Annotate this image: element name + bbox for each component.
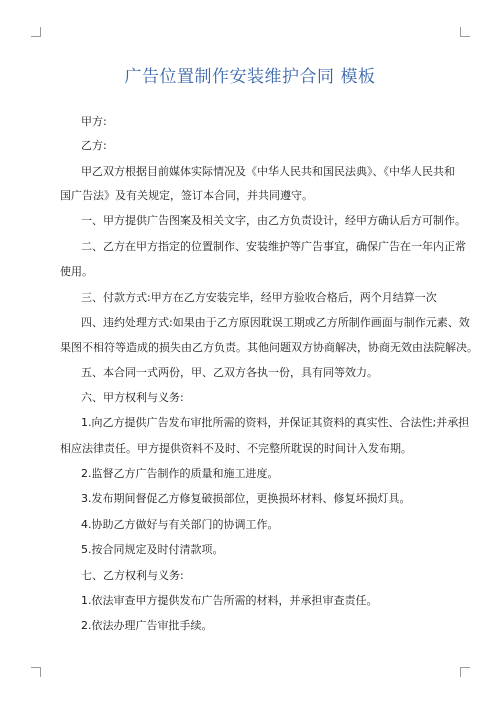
- clause-4-line-2: 果图不相符等造成的损失由乙方负责。其他问题双方协商解决，协商无效由法院解决。: [60, 341, 478, 354]
- clause-2-line-1: 二、乙方在甲方指定的位置制作、安装维护等广告事宜，确保广告在一年内正常: [81, 240, 466, 253]
- party-b-line: 乙方:: [81, 139, 107, 152]
- clause-4-line-1: 四、违约处理方式:如果由于乙方原因耽误工期或乙方所制作画面与制作元素、效: [81, 316, 470, 329]
- section-6-item-1-line-1: 1.向乙方提供广告发布审批所需的资料，并保证其资料的真实性、合法性;并承担: [81, 416, 470, 429]
- clause-5: 五、本合同一式两份，甲、乙双方各执一份，具有同等效力。: [81, 366, 378, 379]
- section-6-item-2: 2.监督乙方广告制作的质量和施工进度。: [81, 467, 279, 480]
- preamble-line-2: 国广告法》及有关规定，签订本合同，并共同遵守。: [60, 189, 313, 202]
- section-6-item-3: 3.发布期间督促乙方修复破损部位，更换损坏材料、修复坏损灯具。: [81, 492, 411, 505]
- clause-1: 一、甲方提供广告图案及相关文字，由乙方负责设计，经甲方确认后方可制作。: [81, 214, 466, 227]
- corner-mark-top-right: [460, 27, 470, 37]
- corner-mark-top-left: [31, 27, 41, 37]
- corner-mark-bottom-left: [31, 667, 41, 677]
- party-a-line: 甲方:: [81, 115, 107, 128]
- preamble-line-1: 甲乙双方根据目前媒体实际情况及《中华人民共和国民法典》、《中华人民共和: [81, 165, 455, 178]
- section-7-heading: 七、乙方权利与义务:: [81, 569, 184, 582]
- clause-3: 三、付款方式:甲方在乙方安装完毕，经甲方验收合格后，两个月结算一次: [81, 291, 437, 304]
- section-6-item-5: 5.按合同规定及时付清款项。: [81, 543, 224, 556]
- section-6-item-1-line-2: 相应法律责任。甲方提供资料不及时、不完整所耽误的时间计入发布期。: [60, 442, 412, 455]
- section-7-item-1: 1.依法审查甲方提供发布广告所需的材料，并承担审查责任。: [81, 594, 378, 607]
- section-6-heading: 六、甲方权利与义务:: [81, 391, 184, 404]
- section-7-item-2: 2.依法办理广告审批手续。: [81, 619, 213, 632]
- corner-mark-bottom-right: [460, 667, 470, 677]
- clause-2-line-2: 使用。: [60, 265, 93, 278]
- section-6-item-4: 4.协助乙方做好与有关部门的协调工作。: [81, 518, 279, 531]
- document-title: 广告位置制作安装维护合同 模板: [124, 67, 376, 87]
